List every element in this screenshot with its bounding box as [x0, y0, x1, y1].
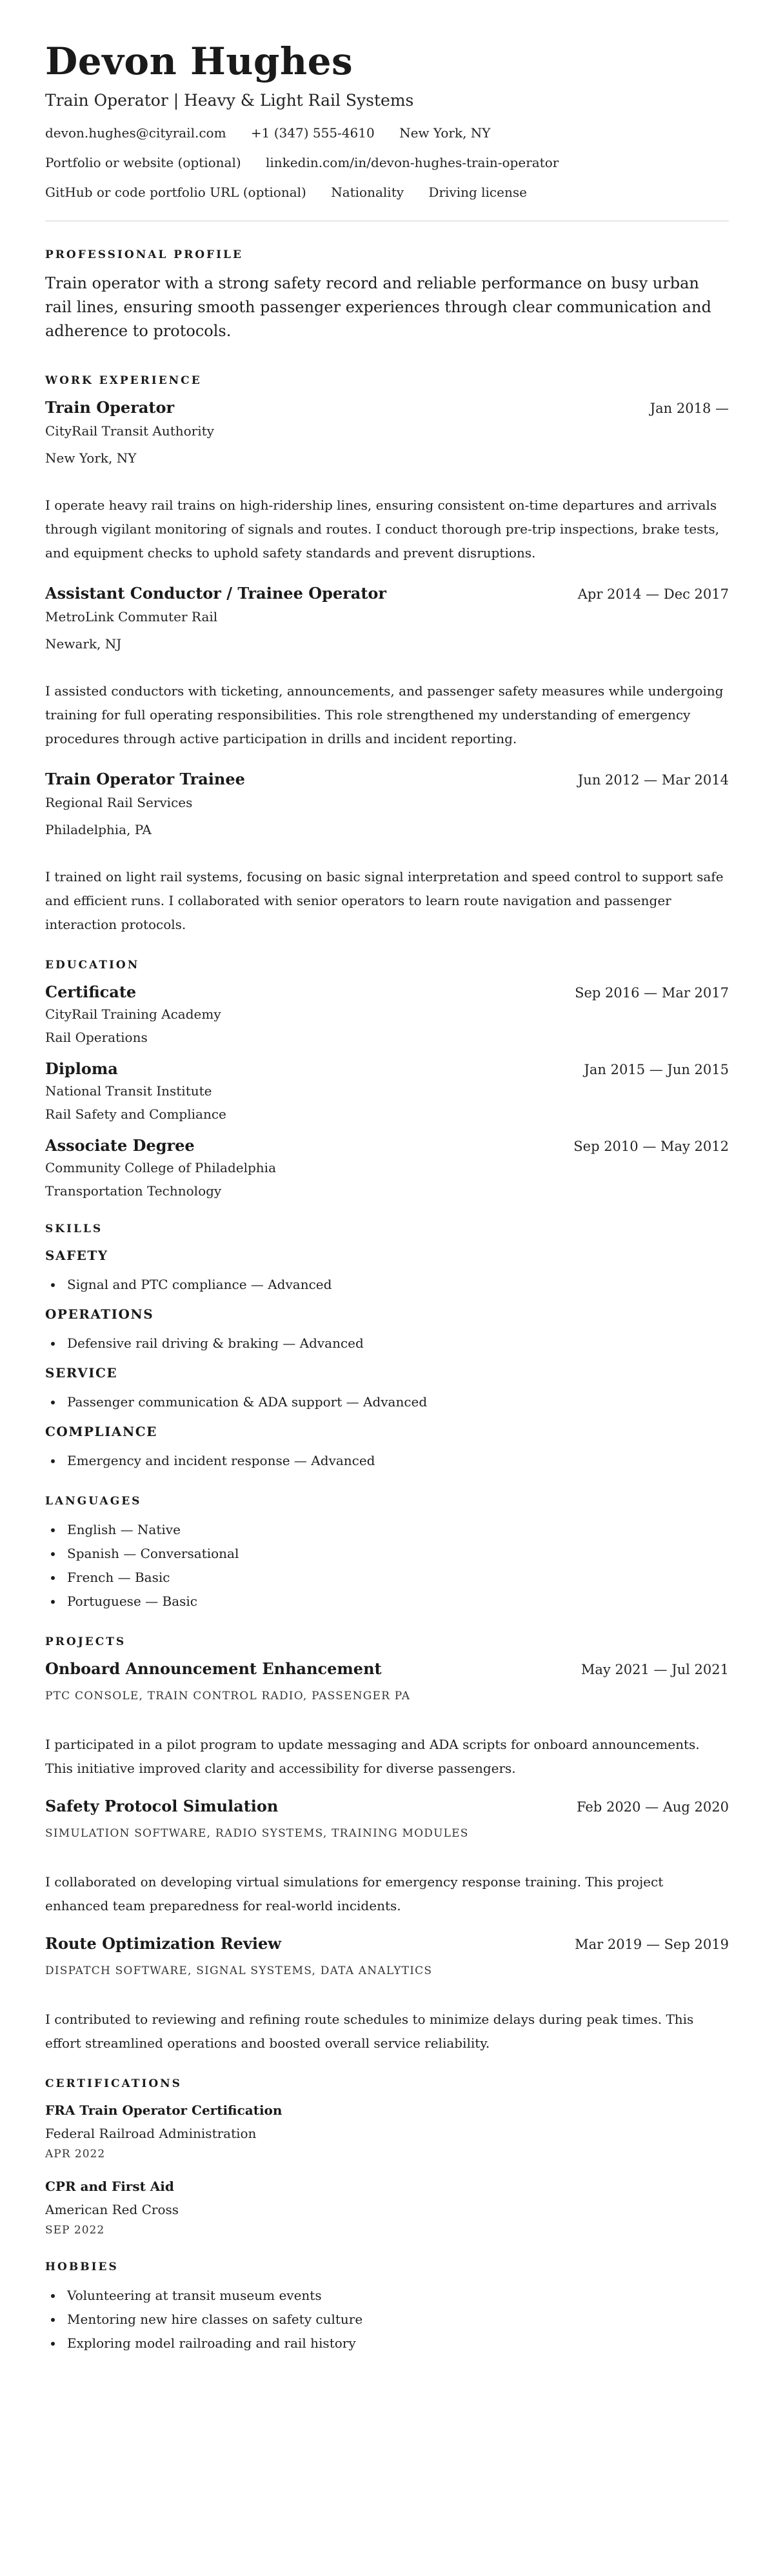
hobby-item: • Mentoring new hire classes on safety culture	[63, 2308, 729, 2331]
work-entry	[45, 397, 729, 565]
job-description: I assisted conductors with ticketing, announcements, and passenger safety measures while undergoing training for full operating responsibilities. This role strengthened my understanding of emergency procedures through active participation in drills and incident reporting.	[45, 683, 724, 746]
certification-date: APR 2022	[45, 2148, 106, 2161]
language-item: • English — Native	[63, 1518, 729, 1542]
company-name: CityRail Transit Authority	[45, 423, 214, 439]
nationality: Nationality	[331, 185, 404, 200]
hobby-item: • Volunteering at transit museum events	[63, 2284, 729, 2308]
hobbies-list	[45, 2284, 729, 2355]
project-dates: May 2021 — Jul 2021	[580, 1662, 729, 1677]
section-title: EDUCATION	[45, 959, 140, 972]
email-link[interactable]: devon.hughes@cityrail.com	[45, 125, 226, 141]
phone-number: +1 (347) 555-4610	[250, 125, 375, 141]
headline: Train Operator | Heavy & Light Rail Systems	[45, 91, 414, 110]
contact-row-1	[45, 124, 729, 142]
school-name: National Transit Institute	[45, 1083, 212, 1099]
website-link[interactable]: Portfolio or website (optional)	[45, 155, 241, 170]
contact-row-3	[45, 183, 729, 201]
job-description: I operate heavy rail trains on high-ridership lines, ensuring consistent on-time departures and arrivals through vigilant monitoring of signals and routes. I conduct thorough pre-trip inspections, brake tests, and equipment checks to uphold safety standards and prevent disruptions.	[45, 497, 720, 561]
candidate-name: Devon Hughes	[45, 39, 353, 83]
skill-group	[45, 1246, 729, 1297]
contact-row-2	[45, 154, 729, 172]
certification-name: CPR and First Aid	[45, 2179, 174, 2194]
field-of-study: Rail Operations	[45, 1030, 148, 1045]
project-name: Route Optimization Review	[45, 1934, 281, 1953]
job-location: Newark, NJ	[45, 636, 122, 652]
skill-group-title: SAFETY	[45, 1248, 108, 1263]
project-description: I contributed to reviewing and refining route schedules to minimize delays during peak times. This effort streamlined operations and boosted overall service reliability.	[45, 2012, 694, 2051]
projects-section	[45, 1634, 729, 2055]
education-section	[45, 957, 729, 1201]
section-title: SKILLS	[45, 1223, 103, 1235]
section-title: PROFESSIONAL PROFILE	[45, 248, 243, 261]
job-title: Train Operator	[45, 398, 175, 417]
field-of-study: Transportation Technology	[45, 1183, 222, 1199]
certification-entry	[45, 2177, 729, 2239]
education-dates: Sep 2016 — Mar 2017	[575, 985, 729, 1001]
skill-group	[45, 1422, 729, 1473]
skill-item: • Signal and PTC compliance — Advanced	[63, 1273, 729, 1297]
skill-group-title: SERVICE	[45, 1365, 118, 1381]
job-title: Train Operator Trainee	[45, 770, 245, 788]
linkedin-link[interactable]: linkedin.com/in/devon-hughes-train-operator	[266, 155, 559, 170]
project-entry	[45, 1659, 729, 1781]
section-title: PROJECTS	[45, 1635, 126, 1648]
education-dates: Sep 2010 — May 2012	[573, 1139, 729, 1154]
skill-group	[45, 1363, 729, 1414]
skill-group	[45, 1304, 729, 1355]
job-title: Assistant Conductor / Trainee Operator	[45, 584, 387, 603]
certifications-section	[45, 2076, 729, 2239]
education-entry	[45, 1135, 729, 1201]
job-dates: Jun 2012 — Mar 2014	[577, 772, 729, 788]
skills-section	[45, 1221, 729, 1473]
project-description: I collaborated on developing virtual simulations for emergency response training. This project enhanced team preparedness for real-world incidents.	[45, 1874, 664, 1913]
job-location: New York, NY	[45, 450, 137, 466]
job-dates: Apr 2014 — Dec 2017	[577, 586, 729, 602]
languages-list	[45, 1518, 729, 1613]
hobby-item: • Exploring model railroading and rail history	[63, 2331, 729, 2355]
location: New York, NY	[399, 125, 491, 141]
work-section	[45, 373, 729, 937]
school-name: CityRail Training Academy	[45, 1006, 221, 1022]
job-dates: Jan 2018 —	[650, 401, 729, 416]
project-entry	[45, 1796, 729, 1918]
project-entry	[45, 1933, 729, 2055]
project-tech: DISPATCH SOFTWARE, SIGNAL SYSTEMS, DATA ANALYTICS	[45, 1964, 433, 1977]
company-name: Regional Rail Services	[45, 795, 193, 810]
skill-group-title: OPERATIONS	[45, 1306, 154, 1322]
education-entry	[45, 982, 729, 1047]
job-location: Philadelphia, PA	[45, 822, 152, 837]
section-title: WORK EXPERIENCE	[45, 374, 202, 387]
skill-group-title: COMPLIANCE	[45, 1424, 157, 1439]
hobbies-section	[45, 2259, 729, 2355]
skill-item: • Passenger communication & ADA support — Advanced	[63, 1390, 729, 1414]
project-name: Safety Protocol Simulation	[45, 1797, 279, 1815]
project-tech: PTC CONSOLE, TRAIN CONTROL RADIO, PASSENGER PA	[45, 1690, 411, 1702]
languages-section	[45, 1493, 729, 1613]
certification-issuer: Federal Railroad Administration	[45, 2126, 257, 2141]
driving-license: Driving license	[428, 185, 527, 200]
work-entry	[45, 769, 729, 937]
job-description: I trained on light rail systems, focusing on basic signal interpretation and speed control to support safe and efficient runs. I collaborated with senior operators to learn route navigation and passenger interaction protocols.	[45, 869, 724, 932]
education-entry	[45, 1059, 729, 1124]
github-link[interactable]: GitHub or code portfolio URL (optional)	[45, 185, 306, 200]
language-item: • Portuguese — Basic	[63, 1590, 729, 1613]
profile-section	[45, 247, 729, 343]
skill-item: • Defensive rail driving & braking — Advanced	[63, 1332, 729, 1355]
profile-summary: Train operator with a strong safety record and reliable performance on busy urban rail lines, ensuring smooth passenger experiences through clear communication and adherence to protocols.	[45, 274, 711, 340]
project-name: Onboard Announcement Enhancement	[45, 1659, 382, 1678]
skill-item: • Emergency and incident response — Advanced	[63, 1449, 729, 1473]
degree-name: Associate Degree	[45, 1136, 195, 1155]
section-title: HOBBIES	[45, 2261, 119, 2273]
project-dates: Mar 2019 — Sep 2019	[575, 1937, 729, 1952]
certification-name: FRA Train Operator Certification	[45, 2102, 283, 2118]
project-description: I participated in a pilot program to update messaging and ADA scripts for onboard announcements. This initiative improved clarity and accessibility for diverse passengers.	[45, 1737, 700, 1776]
company-name: MetroLink Commuter Rail	[45, 609, 218, 624]
degree-name: Diploma	[45, 1059, 118, 1078]
project-tech: SIMULATION SOFTWARE, RADIO SYSTEMS, TRAINING MODULES	[45, 1827, 469, 1840]
certification-date: SEP 2022	[45, 2224, 105, 2237]
field-of-study: Rail Safety and Compliance	[45, 1106, 226, 1122]
certification-entry	[45, 2101, 729, 2162]
school-name: Community College of Philadelphia	[45, 1160, 276, 1175]
section-title: LANGUAGES	[45, 1495, 142, 1508]
certification-issuer: American Red Cross	[45, 2202, 179, 2217]
language-item: • Spanish — Conversational	[63, 1542, 729, 1566]
section-title: CERTIFICATIONS	[45, 2077, 182, 2090]
degree-name: Certificate	[45, 983, 137, 1001]
language-item: • French — Basic	[63, 1566, 729, 1590]
education-dates: Jan 2015 — Jun 2015	[584, 1062, 729, 1077]
work-entry	[45, 583, 729, 751]
project-dates: Feb 2020 — Aug 2020	[576, 1799, 729, 1815]
